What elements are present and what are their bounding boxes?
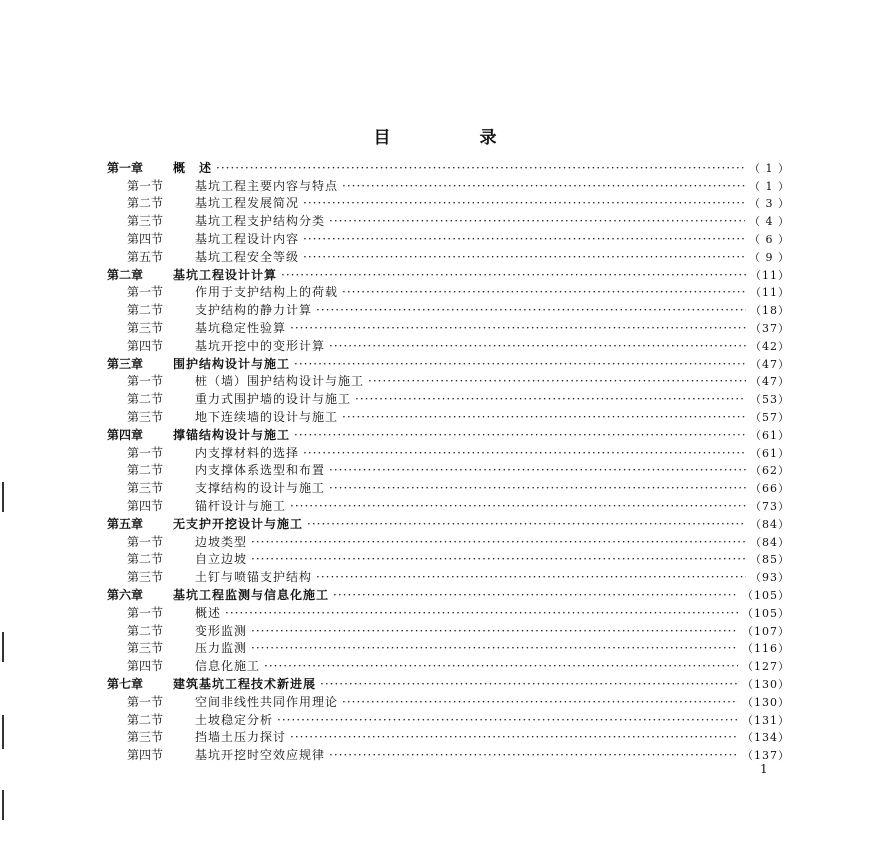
section-number: 第二节: [127, 623, 164, 638]
dot-leader: [290, 730, 738, 745]
chapter-number: 第四章: [107, 427, 144, 442]
toc-section-row: [107, 372, 790, 390]
section-title: 基坑稳定性验算: [195, 320, 287, 335]
chapter-number: 第七章: [107, 676, 144, 691]
page-reference: （18）: [750, 304, 790, 318]
toc-section-row: [107, 318, 790, 336]
page-reference: （ 3 ）: [749, 197, 790, 211]
page-reference: （105）: [742, 588, 790, 602]
section-number: 第一节: [127, 694, 164, 709]
section-number: 第四节: [127, 498, 164, 513]
section-title: 基坑工程安全等级: [195, 249, 300, 264]
section-number: 第一节: [127, 605, 164, 620]
section-title: 支护结构的静力计算: [195, 303, 313, 318]
toc-section-row: [107, 745, 790, 763]
section-number: 第二节: [127, 303, 164, 318]
section-number: 第三节: [127, 730, 164, 745]
dot-leader: [290, 321, 746, 336]
section-title: 地下连续墙的设计与施工: [195, 409, 339, 424]
chapter-title: 基坑工程设计计算: [173, 267, 278, 282]
dot-leader: [329, 214, 745, 229]
dot-leader: [316, 570, 746, 585]
dot-leader: [216, 161, 745, 176]
page-reference: （11）: [750, 268, 790, 282]
page-reference: （130）: [742, 677, 790, 691]
page-reference: （ 6 ）: [749, 232, 790, 246]
page-reference: （105）: [742, 606, 790, 620]
section-number: 第二节: [127, 463, 164, 478]
section-number: 第二节: [127, 552, 164, 567]
scan-edge-mark: [2, 715, 4, 749]
table-of-contents: [107, 158, 790, 763]
toc-section-row: [107, 194, 790, 212]
dot-leader: [342, 179, 745, 194]
section-number: 第四节: [127, 231, 164, 246]
page-reference: （84）: [750, 535, 790, 549]
toc-section-row: [107, 621, 790, 639]
page-reference: （116）: [742, 642, 790, 656]
page-reference: （61）: [750, 428, 790, 442]
scan-edge-mark: [2, 482, 4, 512]
dot-leader: [225, 606, 738, 621]
page-reference: （62）: [750, 464, 790, 478]
page-title: 目 录: [373, 128, 533, 148]
section-title: 锚杆设计与施工: [195, 498, 287, 513]
toc-chapter-row: [107, 514, 790, 532]
dot-leader: [264, 659, 738, 674]
toc-chapter-row: [107, 158, 790, 176]
section-title: 基坑工程主要内容与特点: [195, 178, 339, 193]
page-reference: （137）: [742, 749, 790, 763]
page-number: 1: [760, 762, 768, 776]
page-reference: （ 1 ）: [749, 161, 790, 175]
page-reference: （53）: [750, 393, 790, 407]
page-reference: （127）: [742, 660, 790, 674]
chapter-number: 第一章: [107, 160, 144, 175]
chapter-title: 围护结构设计与施工: [173, 356, 291, 371]
section-title: 基坑工程设计内容: [195, 231, 300, 246]
dot-leader: [329, 481, 746, 496]
toc-section-row: [107, 211, 790, 229]
section-number: 第一节: [127, 534, 164, 549]
section-number: 第三节: [127, 641, 164, 656]
section-title: 内支撑体系选型和布置: [195, 463, 326, 478]
toc-chapter-row: [107, 674, 790, 692]
toc-section-row: [107, 336, 790, 354]
toc-section-row: [107, 229, 790, 247]
page-reference: （ 1 ）: [749, 179, 790, 193]
section-number: 第三节: [127, 214, 164, 229]
toc-section-row: [107, 407, 790, 425]
toc-chapter-row: [107, 425, 790, 443]
dot-leader: [277, 713, 738, 728]
section-number: 第三节: [127, 481, 164, 496]
chapter-title: 概 述: [173, 160, 213, 175]
chapter-number: 第二章: [107, 267, 144, 282]
toc-section-row: [107, 710, 790, 728]
chapter-title: 建筑基坑工程技术新进展: [173, 676, 317, 691]
page-reference: （84）: [750, 517, 790, 531]
section-number: 第一节: [127, 285, 164, 300]
dot-leader: [251, 641, 738, 656]
page-reference: （93）: [750, 571, 790, 585]
page-reference: （85）: [750, 553, 790, 567]
toc-section-row: [107, 443, 790, 461]
section-title: 边坡类型: [195, 534, 248, 549]
section-title: 基坑开挖中的变形计算: [195, 338, 326, 353]
toc-section-row: [107, 656, 790, 674]
chapter-number: 第三章: [107, 356, 144, 371]
toc-section-row: [107, 728, 790, 746]
section-number: 第四节: [127, 338, 164, 353]
dot-leader: [290, 499, 746, 514]
section-title: 变形监测: [195, 623, 248, 638]
section-title: 土钉与喷锚支护结构: [195, 570, 313, 585]
toc-section-row: [107, 247, 790, 265]
toc-section-row: [107, 692, 790, 710]
page-reference: （61）: [750, 446, 790, 460]
section-title: 支撑结构的设计与施工: [195, 481, 326, 496]
dot-leader: [368, 374, 746, 389]
section-title: 挡墙土压力探讨: [195, 730, 287, 745]
dot-leader: [329, 748, 738, 763]
toc-section-row: [107, 550, 790, 568]
section-title: 基坑开挖时空效应规律: [195, 748, 326, 763]
toc-section-row: [107, 389, 790, 407]
dot-leader: [320, 677, 738, 692]
chapter-number: 第五章: [107, 516, 144, 531]
section-title: 内支撑材料的选择: [195, 445, 300, 460]
page-reference: （134）: [742, 731, 790, 745]
section-number: 第四节: [127, 659, 164, 674]
page-reference: （73）: [750, 499, 790, 513]
toc-section-row: [107, 532, 790, 550]
section-title: 作用于支护结构上的荷载: [195, 285, 339, 300]
scan-edge-mark: [2, 790, 4, 820]
section-number: 第五节: [127, 249, 164, 264]
section-number: 第一节: [127, 178, 164, 193]
dot-leader: [329, 463, 746, 478]
page-reference: （ 4 ）: [749, 215, 790, 229]
chapter-number: 第六章: [107, 587, 144, 602]
section-number: 第二节: [127, 196, 164, 211]
page-reference: （ 9 ）: [749, 250, 790, 264]
section-title: 基坑工程支护结构分类: [195, 214, 326, 229]
toc-section-row: [107, 639, 790, 657]
section-title: 概述: [195, 605, 222, 620]
dot-leader: [294, 428, 746, 443]
dot-leader: [307, 517, 746, 532]
page-reference: （107）: [742, 624, 790, 638]
dot-leader: [355, 392, 746, 407]
dot-leader: [251, 535, 746, 550]
dot-leader: [303, 232, 745, 247]
page-reference: （57）: [750, 410, 790, 424]
section-title: 桩（墙）围护结构设计与施工: [195, 374, 365, 389]
section-number: 第四节: [127, 748, 164, 763]
dot-leader: [281, 268, 746, 283]
dot-leader: [342, 410, 746, 425]
toc-chapter-row: [107, 354, 790, 372]
page-reference: （11）: [750, 286, 790, 300]
page-reference: （131）: [742, 713, 790, 727]
page-reference: （37）: [750, 321, 790, 335]
section-number: 第二节: [127, 392, 164, 407]
dot-leader: [316, 303, 746, 318]
toc-section-row: [107, 478, 790, 496]
section-title: 自立边坡: [195, 552, 248, 567]
page-reference: （130）: [742, 695, 790, 709]
toc-section-row: [107, 300, 790, 318]
chapter-title: 基坑工程监测与信息化施工: [173, 587, 330, 602]
section-number: 第一节: [127, 445, 164, 460]
toc-section-row: [107, 176, 790, 194]
dot-leader: [303, 446, 746, 461]
section-title: 基坑工程发展简况: [195, 196, 300, 211]
dot-leader: [342, 285, 746, 300]
toc-chapter-row: [107, 585, 790, 603]
section-title: 土坡稳定分析: [195, 712, 274, 727]
section-number: 第二节: [127, 712, 164, 727]
dot-leader: [329, 339, 746, 354]
chapter-title: 撑锚结构设计与施工: [173, 427, 291, 442]
toc-section-row: [107, 283, 790, 301]
page-reference: （42）: [750, 339, 790, 353]
section-number: 第一节: [127, 374, 164, 389]
section-number: 第三节: [127, 570, 164, 585]
dot-leader: [294, 357, 746, 372]
dot-leader: [303, 196, 745, 211]
scan-edge-mark: [2, 632, 4, 662]
page-reference: （47）: [750, 357, 790, 371]
section-title: 信息化施工: [195, 659, 261, 674]
toc-section-row: [107, 461, 790, 479]
dot-leader: [342, 695, 738, 710]
section-title: 压力监测: [195, 641, 248, 656]
dot-leader: [251, 552, 746, 567]
dot-leader: [251, 624, 738, 639]
page-reference: （66）: [750, 482, 790, 496]
toc-chapter-row: [107, 265, 790, 283]
section-title: 重力式围护墙的设计与施工: [195, 392, 352, 407]
toc-section-row: [107, 567, 790, 585]
toc-section-row: [107, 603, 790, 621]
page-reference: （47）: [750, 375, 790, 389]
section-title: 空间非线性共同作用理论: [195, 694, 339, 709]
dot-leader: [333, 588, 738, 603]
toc-section-row: [107, 496, 790, 514]
section-number: 第三节: [127, 320, 164, 335]
section-number: 第三节: [127, 409, 164, 424]
dot-leader: [303, 250, 745, 265]
chapter-title: 无支护开挖设计与施工: [173, 516, 304, 531]
